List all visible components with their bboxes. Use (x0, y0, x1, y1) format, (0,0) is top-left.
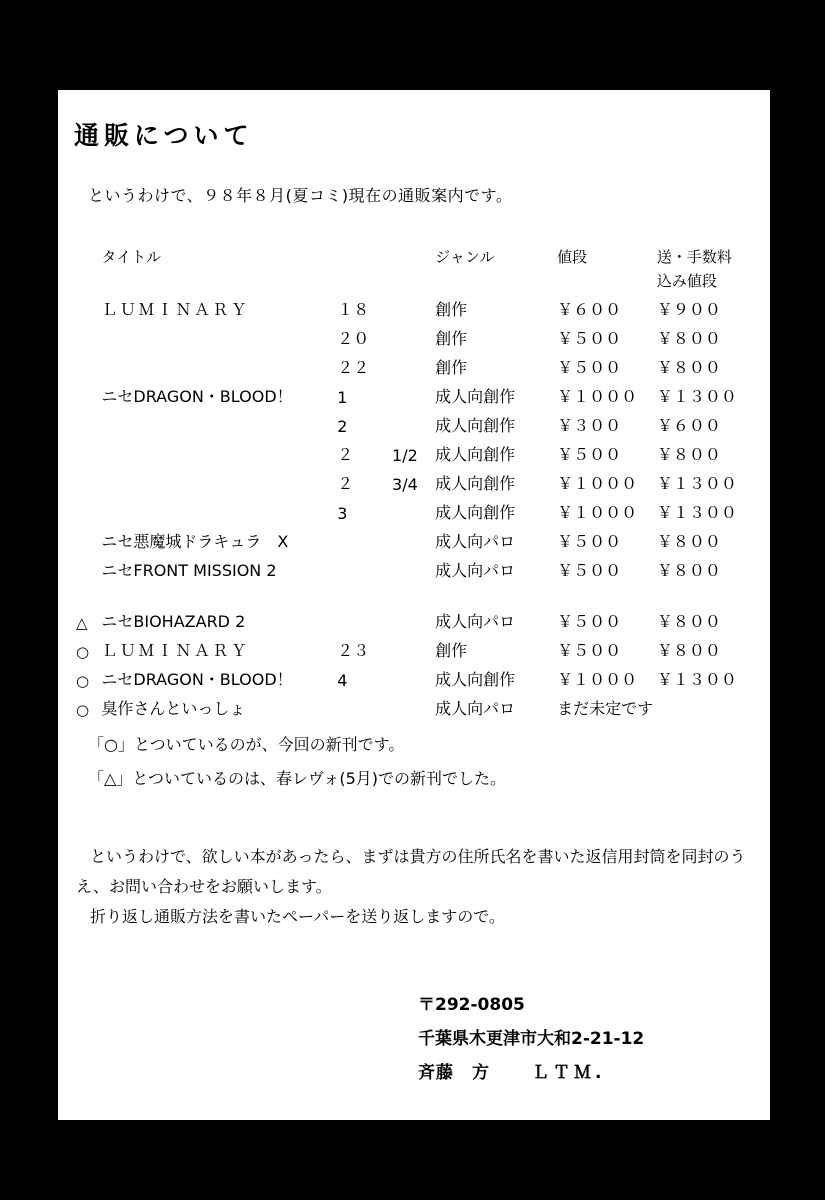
table-row (76, 291, 756, 320)
table-row (76, 407, 756, 436)
circle-name: ＬＴＭ. (532, 1063, 606, 1083)
row-price: ￥１０００ (557, 474, 638, 493)
row-genre: 創作 (435, 300, 468, 319)
row-num: 1 (337, 388, 348, 407)
row-num: ２ (337, 474, 354, 493)
row-ship: ￥８００ (656, 532, 721, 551)
row-genre: 創作 (435, 329, 468, 348)
row-frac (392, 291, 435, 320)
row-price: ￥１０００ (557, 670, 638, 689)
row-genre: 成人向パロ (435, 532, 516, 551)
row-mark (76, 291, 101, 320)
row-ship: ￥１３００ (656, 387, 737, 406)
row-title: ＬＵＭＩＮＡＲＹ (101, 641, 250, 660)
row-genre: 成人向創作 (435, 474, 516, 493)
row-title (101, 407, 337, 436)
row-num: 2 (337, 417, 348, 436)
row-ship: ￥８００ (656, 445, 721, 464)
row-ship: ￥９００ (656, 300, 721, 319)
table-row (76, 632, 756, 661)
row-price: ￥５００ (557, 445, 622, 464)
row-num: ２０ (337, 329, 370, 348)
row-price: ￥６００ (557, 300, 622, 319)
table-header-row-2 (76, 267, 756, 291)
row-title: 臭作さんといっしょ (101, 699, 246, 718)
row-num: 3 (337, 504, 348, 523)
header-genre: ジャンル (435, 248, 495, 266)
row-genre: 創作 (435, 641, 468, 660)
row-ship: ￥８００ (656, 358, 721, 377)
row-price: ￥５００ (557, 358, 622, 377)
flyer-page (58, 90, 770, 1120)
row-frac: 1/2 (392, 446, 418, 465)
row-price: ￥５００ (557, 561, 622, 580)
row-num: ２３ (337, 641, 370, 660)
row-title (101, 320, 337, 349)
header-frac (392, 238, 435, 267)
row-ship: ￥１３００ (656, 503, 737, 522)
row-price: ￥５００ (557, 641, 622, 660)
row-ship: ￥１３００ (656, 474, 737, 493)
table-row (76, 465, 756, 494)
row-frac (392, 690, 435, 719)
header-title: タイトル (101, 248, 162, 266)
header-price: 値段 (557, 248, 588, 266)
row-frac (392, 523, 435, 552)
row-frac: 3/4 (392, 475, 418, 494)
row-title: ニセBIOHAZARD 2 (101, 612, 246, 631)
row-price: まだ未定です (557, 699, 654, 718)
table-row (76, 494, 756, 523)
row-mark (76, 465, 101, 494)
street-address: 千葉県木更津市大和2-21-12 (418, 1029, 645, 1049)
row-ship (657, 690, 756, 719)
row-mark-triangle: △ (76, 614, 88, 632)
table-header-row (76, 238, 756, 267)
table-row (76, 523, 756, 552)
row-price: ￥１０００ (557, 503, 638, 522)
row-genre: 成人向パロ (435, 612, 516, 631)
contact-name-line (418, 1058, 605, 1083)
row-mark-circle: ○ (76, 643, 90, 661)
row-num: ２ (337, 445, 354, 464)
row-title: ニセFRONT MISSION 2 (101, 561, 277, 580)
table-row (76, 603, 756, 632)
table-row (76, 378, 756, 407)
header-num (337, 238, 392, 267)
row-ship: ￥８００ (656, 561, 721, 580)
row-title (101, 349, 337, 378)
header-shipping-line2: 込み値段 (656, 272, 717, 290)
row-ship: ￥１３００ (656, 670, 737, 689)
row-mark (76, 349, 101, 378)
row-genre: 成人向創作 (435, 416, 516, 435)
row-mark (76, 523, 101, 552)
row-genre: 成人向創作 (435, 445, 516, 464)
row-num (337, 690, 392, 719)
row-frac (392, 407, 435, 436)
row-mark-circle: ○ (76, 701, 90, 719)
row-mark (76, 320, 101, 349)
row-price: ￥３００ (557, 416, 622, 435)
price-table (76, 238, 756, 719)
row-title: ニセ悪魔城ドラキュラ X (101, 532, 289, 551)
row-mark (76, 378, 101, 407)
row-frac (392, 552, 435, 581)
row-num (337, 523, 392, 552)
order-followup: 折り返し通販方法を書いたペーパーを送り返しますので。 (90, 907, 505, 926)
table-row (76, 552, 756, 581)
table-row (76, 690, 756, 719)
row-genre: 成人向パロ (435, 699, 516, 718)
row-num (337, 552, 392, 581)
row-frac (392, 494, 435, 523)
table-row (76, 349, 756, 378)
intro-text: というわけで、９８年８月(夏コミ)現在の通販案内です。 (88, 186, 513, 205)
table-row (76, 436, 756, 465)
row-mark (76, 436, 101, 465)
row-ship: ￥８００ (656, 641, 721, 660)
header-mark (76, 238, 101, 267)
header-shipping: 送・手数料 (656, 248, 732, 266)
row-frac (392, 632, 435, 661)
row-mark-circle: ○ (76, 672, 90, 690)
row-frac (392, 603, 435, 632)
row-genre: 創作 (435, 358, 468, 377)
row-frac (392, 378, 435, 407)
row-title (101, 465, 337, 494)
row-frac (392, 349, 435, 378)
row-mark (76, 407, 101, 436)
row-title: ニセDRAGON・BLOOD！ (101, 387, 293, 406)
row-price: ￥５００ (557, 612, 622, 631)
row-title: ＬＵＭＩＮＡＲＹ (101, 300, 250, 319)
row-price: ￥５００ (557, 329, 622, 348)
page-title: 通販について (74, 121, 254, 150)
row-genre: 成人向創作 (435, 670, 516, 689)
row-title: ニセDRAGON・BLOOD！ (101, 670, 293, 689)
order-instructions: というわけで、欲しい本があったら、まずは貴方の住所氏名を書いた返信用封筒を同封のうえ、お問い合わせをお願いします。 (76, 847, 746, 896)
row-frac (392, 661, 435, 690)
row-mark (76, 494, 101, 523)
row-genre: 成人向創作 (435, 503, 516, 522)
row-mark (76, 552, 101, 581)
row-ship: ￥８００ (656, 329, 721, 348)
postal-code: 〒292-0805 (418, 995, 525, 1015)
row-price: ￥５００ (557, 532, 622, 551)
table-spacer-row (76, 581, 756, 603)
note-spring-revo: 「△」とついているのは、春レヴォ(5月)での新刊でした。 (88, 769, 507, 788)
row-title (101, 436, 337, 465)
row-frac (392, 320, 435, 349)
table-row (76, 320, 756, 349)
row-num: ２２ (337, 358, 370, 377)
row-price: ￥１０００ (557, 387, 638, 406)
table-row (76, 661, 756, 690)
row-title (101, 494, 337, 523)
row-num: １８ (337, 300, 370, 319)
row-genre: 成人向パロ (435, 561, 516, 580)
row-num: 4 (337, 671, 348, 690)
row-ship: ￥８００ (656, 612, 721, 631)
contact-name: 斉藤 方 (418, 1063, 490, 1083)
row-genre: 成人向創作 (435, 387, 516, 406)
note-new-release: 「○」とついているのが、今回の新刊です。 (88, 735, 405, 754)
row-ship: ￥６００ (656, 416, 721, 435)
row-num (337, 603, 392, 632)
